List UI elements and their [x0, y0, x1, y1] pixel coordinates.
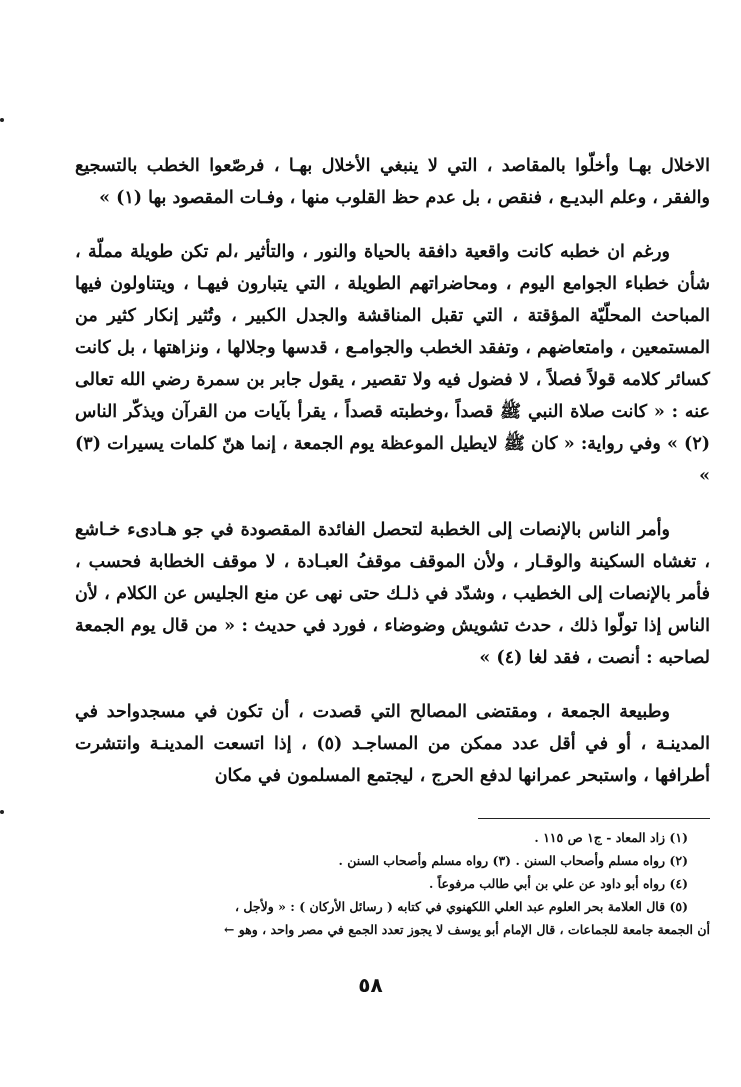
footnotes: [60, 826, 710, 941]
paragraph: وأمر الناس بالإنصات إلى الخطبة لتحصل الفائدة المقصودة في جو هـادىء خـاشع ، تغشاه السكينة والوقـار ، ولأن الموقف موقفُ العبـادة ، لا موقف الخطابة فحسب ، فأمر بالإنصات إلى الخطيب ، وشدّد في ذلـك حتى نهى عن منع الجليس عن الكلام ، لأن الناس إذا تولّوا ذلك ، حدث تشويش وضوضاء ، فورد في حديث : « من قال يوم الجمعة لصاحبه : أنصت ، فقد لغا (٤) »: [75, 520, 710, 668]
footnote: (٤) رواه أبو داود عن علي بن أبي طالب مرفوعاً .: [428, 876, 688, 891]
footnote: (١) زاد المعاد - ج١ ص ١١٥ .: [534, 830, 688, 845]
main-text: [75, 150, 710, 814]
scan-speck: [0, 118, 4, 122]
scan-speck: [0, 810, 4, 814]
footnote: (٢) رواه مسلم وأصحاب السنن . (٣) رواه مسلم وأصحاب السنن .: [338, 853, 688, 868]
paragraph: الاخلال بهـا وأخلّوا بالمقاصد ، التي لا ينبغي الأخلال بهـا ، فرصّعوا الخطب بالتسجيع والفقر ، وعلم البديـع ، فنقص ، بل عدم حظ القلوب منها ، وفـات المقصود بها (١) »: [75, 156, 710, 208]
footnote-continuation: أن الجمعة جامعة للجماعات ، قال الإمام أبو يوسف لا يجوز تعدد الجمع في مصر واحد ، وهو ←: [223, 922, 710, 937]
paragraph: وطبيعة الجمعة ، ومقتضى المصالح التي قصدت ، أن تكون في مسجدواحد في المدينـة ، أو في أقل عدد ممكن من المساجـد (٥) ، إذا اتسعت المدينـة وانتشرت أطرافها ، واستبحر عمرانها لدفع الحرج ، ليجتمع المسلمون في مكان: [75, 702, 710, 786]
page-number: ٥٨: [358, 973, 383, 997]
footnote-separator: [478, 818, 710, 819]
paragraph: ورغم ان خطبه كانت واقعية دافقة بالحياة والنور ، والتأثير ،لم تكن طويلة مملّة ، شأن خطباء الجوامع اليوم ، ومحاضراتهم الطويلة ، التي يتبارون فيهـا ، ويتناولون فيها المباحث المحلّيّة المؤقتة ، التي تقبل المناقشة والجدل الكبير ، وتُثير إنكار كثير من المستمعين ، وامتعاضهم ، وتفقد الخطب والجوامـع ، قدسها وجلالها ، ونزاهتها ، بل كانت كسائر كلامه قولاً فصلاً ، لا فضول فيه ولا تقصير ، يقول جابر بن سمرة رضي الله تعالى عنه : « كانت صلاة النبي ﷺ قصداً ،وخطبته قصداً ، يقرأ بآيات من القرآن ويذكّر الناس (٢) » وفي رواية: « كان ﷺ لايطيل الموعظة يوم الجمعة ، إنما هنّ كلمات يسيرات (٣) »: [75, 242, 710, 486]
footnote: (٥) قال العلامة بحر العلوم عبد العلي اللكهنوي في كتابه ( رسائل الأركان ) : « ولأجل ،: [234, 899, 688, 914]
